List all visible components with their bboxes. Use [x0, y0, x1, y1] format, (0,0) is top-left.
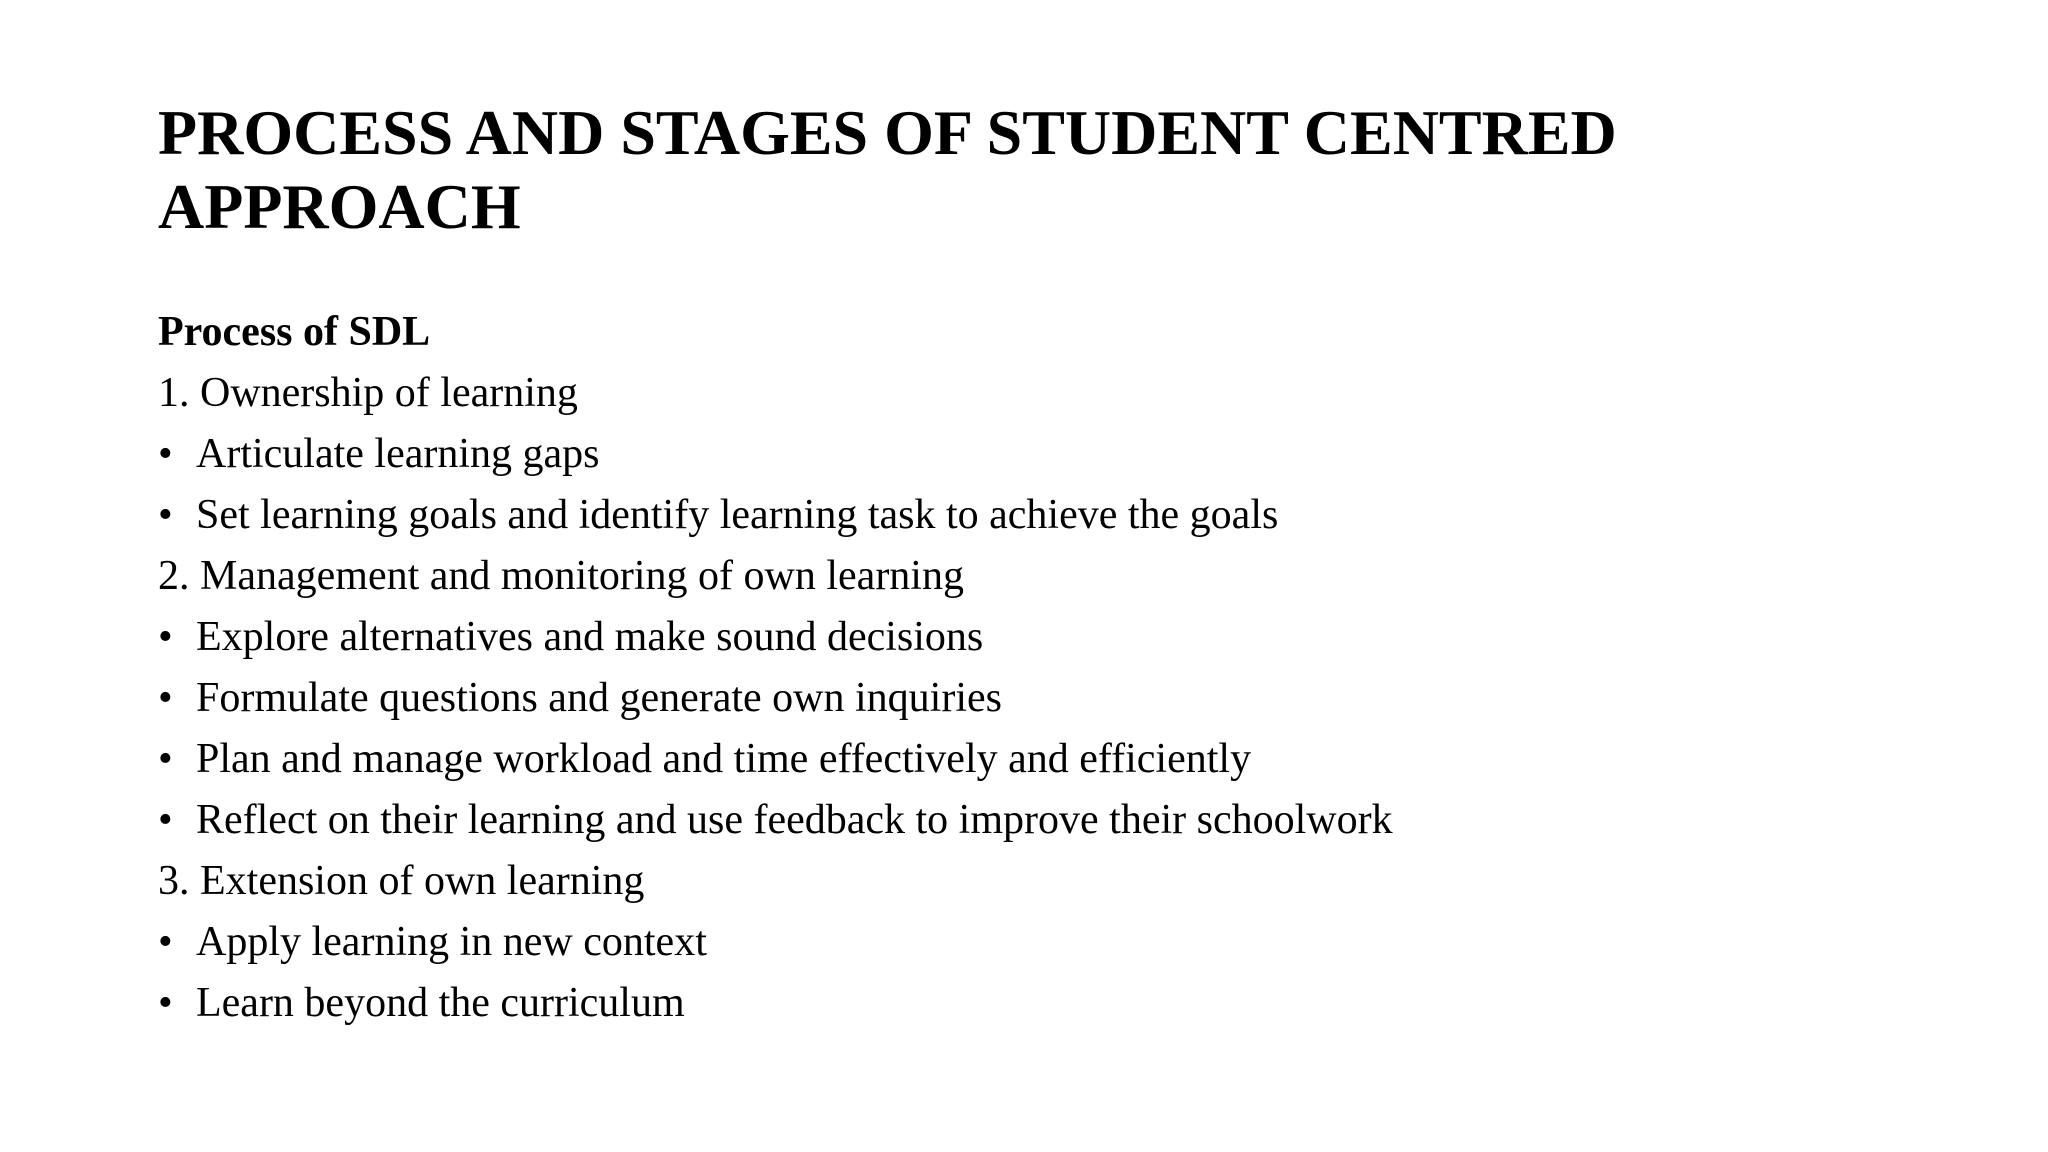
- bullet-icon: •: [158, 919, 173, 965]
- bullet-icon: •: [158, 431, 173, 477]
- bullet-item: [158, 668, 1958, 729]
- bullet-item: [158, 485, 1958, 546]
- slide-body: [158, 302, 1958, 1034]
- bullet-item-text: Apply learning in new context: [196, 919, 707, 965]
- bullet-icon: •: [158, 980, 173, 1026]
- bullet-item-text: Formulate questions and generate own inquiries: [196, 675, 1002, 721]
- numbered-item-extension: [158, 851, 1958, 912]
- numbered-item-text: 1. Ownership of learning: [158, 370, 578, 416]
- numbered-item-ownership: [158, 363, 1958, 424]
- slide-title: [158, 96, 1958, 244]
- bullet-item: [158, 790, 1958, 851]
- bullet-item-text: Articulate learning gaps: [196, 431, 600, 477]
- bullet-icon: •: [158, 675, 173, 721]
- bullet-icon: •: [158, 797, 173, 843]
- bullet-item: [158, 729, 1958, 790]
- numbered-item-text: 3. Extension of own learning: [158, 858, 645, 904]
- bullet-item: [158, 912, 1958, 973]
- bullet-icon: •: [158, 736, 173, 782]
- numbered-item-management: [158, 546, 1958, 607]
- bullet-item: [158, 607, 1958, 668]
- bullet-icon: •: [158, 614, 173, 660]
- numbered-item-text: 2. Management and monitoring of own learning: [158, 553, 964, 599]
- subheading: Process of SDL: [158, 309, 431, 355]
- slide-title-line-2: APPROACH: [158, 171, 521, 242]
- bullet-item-text: Reflect on their learning and use feedback to improve their schoolwork: [196, 797, 1393, 843]
- bullet-item-text: Plan and manage workload and time effectively and efficiently: [196, 736, 1252, 782]
- bullet-item-text: Set learning goals and identify learning task to achieve the goals: [196, 492, 1279, 538]
- bullet-item: [158, 424, 1958, 485]
- bullet-item-text: Explore alternatives and make sound decisions: [196, 614, 984, 660]
- slide-title-line-1: PROCESS AND STAGES OF STUDENT CENTRED: [158, 97, 1617, 168]
- bullet-item-text: Learn beyond the curriculum: [196, 980, 685, 1026]
- bullet-icon: •: [158, 492, 173, 538]
- bullet-item: [158, 973, 1958, 1034]
